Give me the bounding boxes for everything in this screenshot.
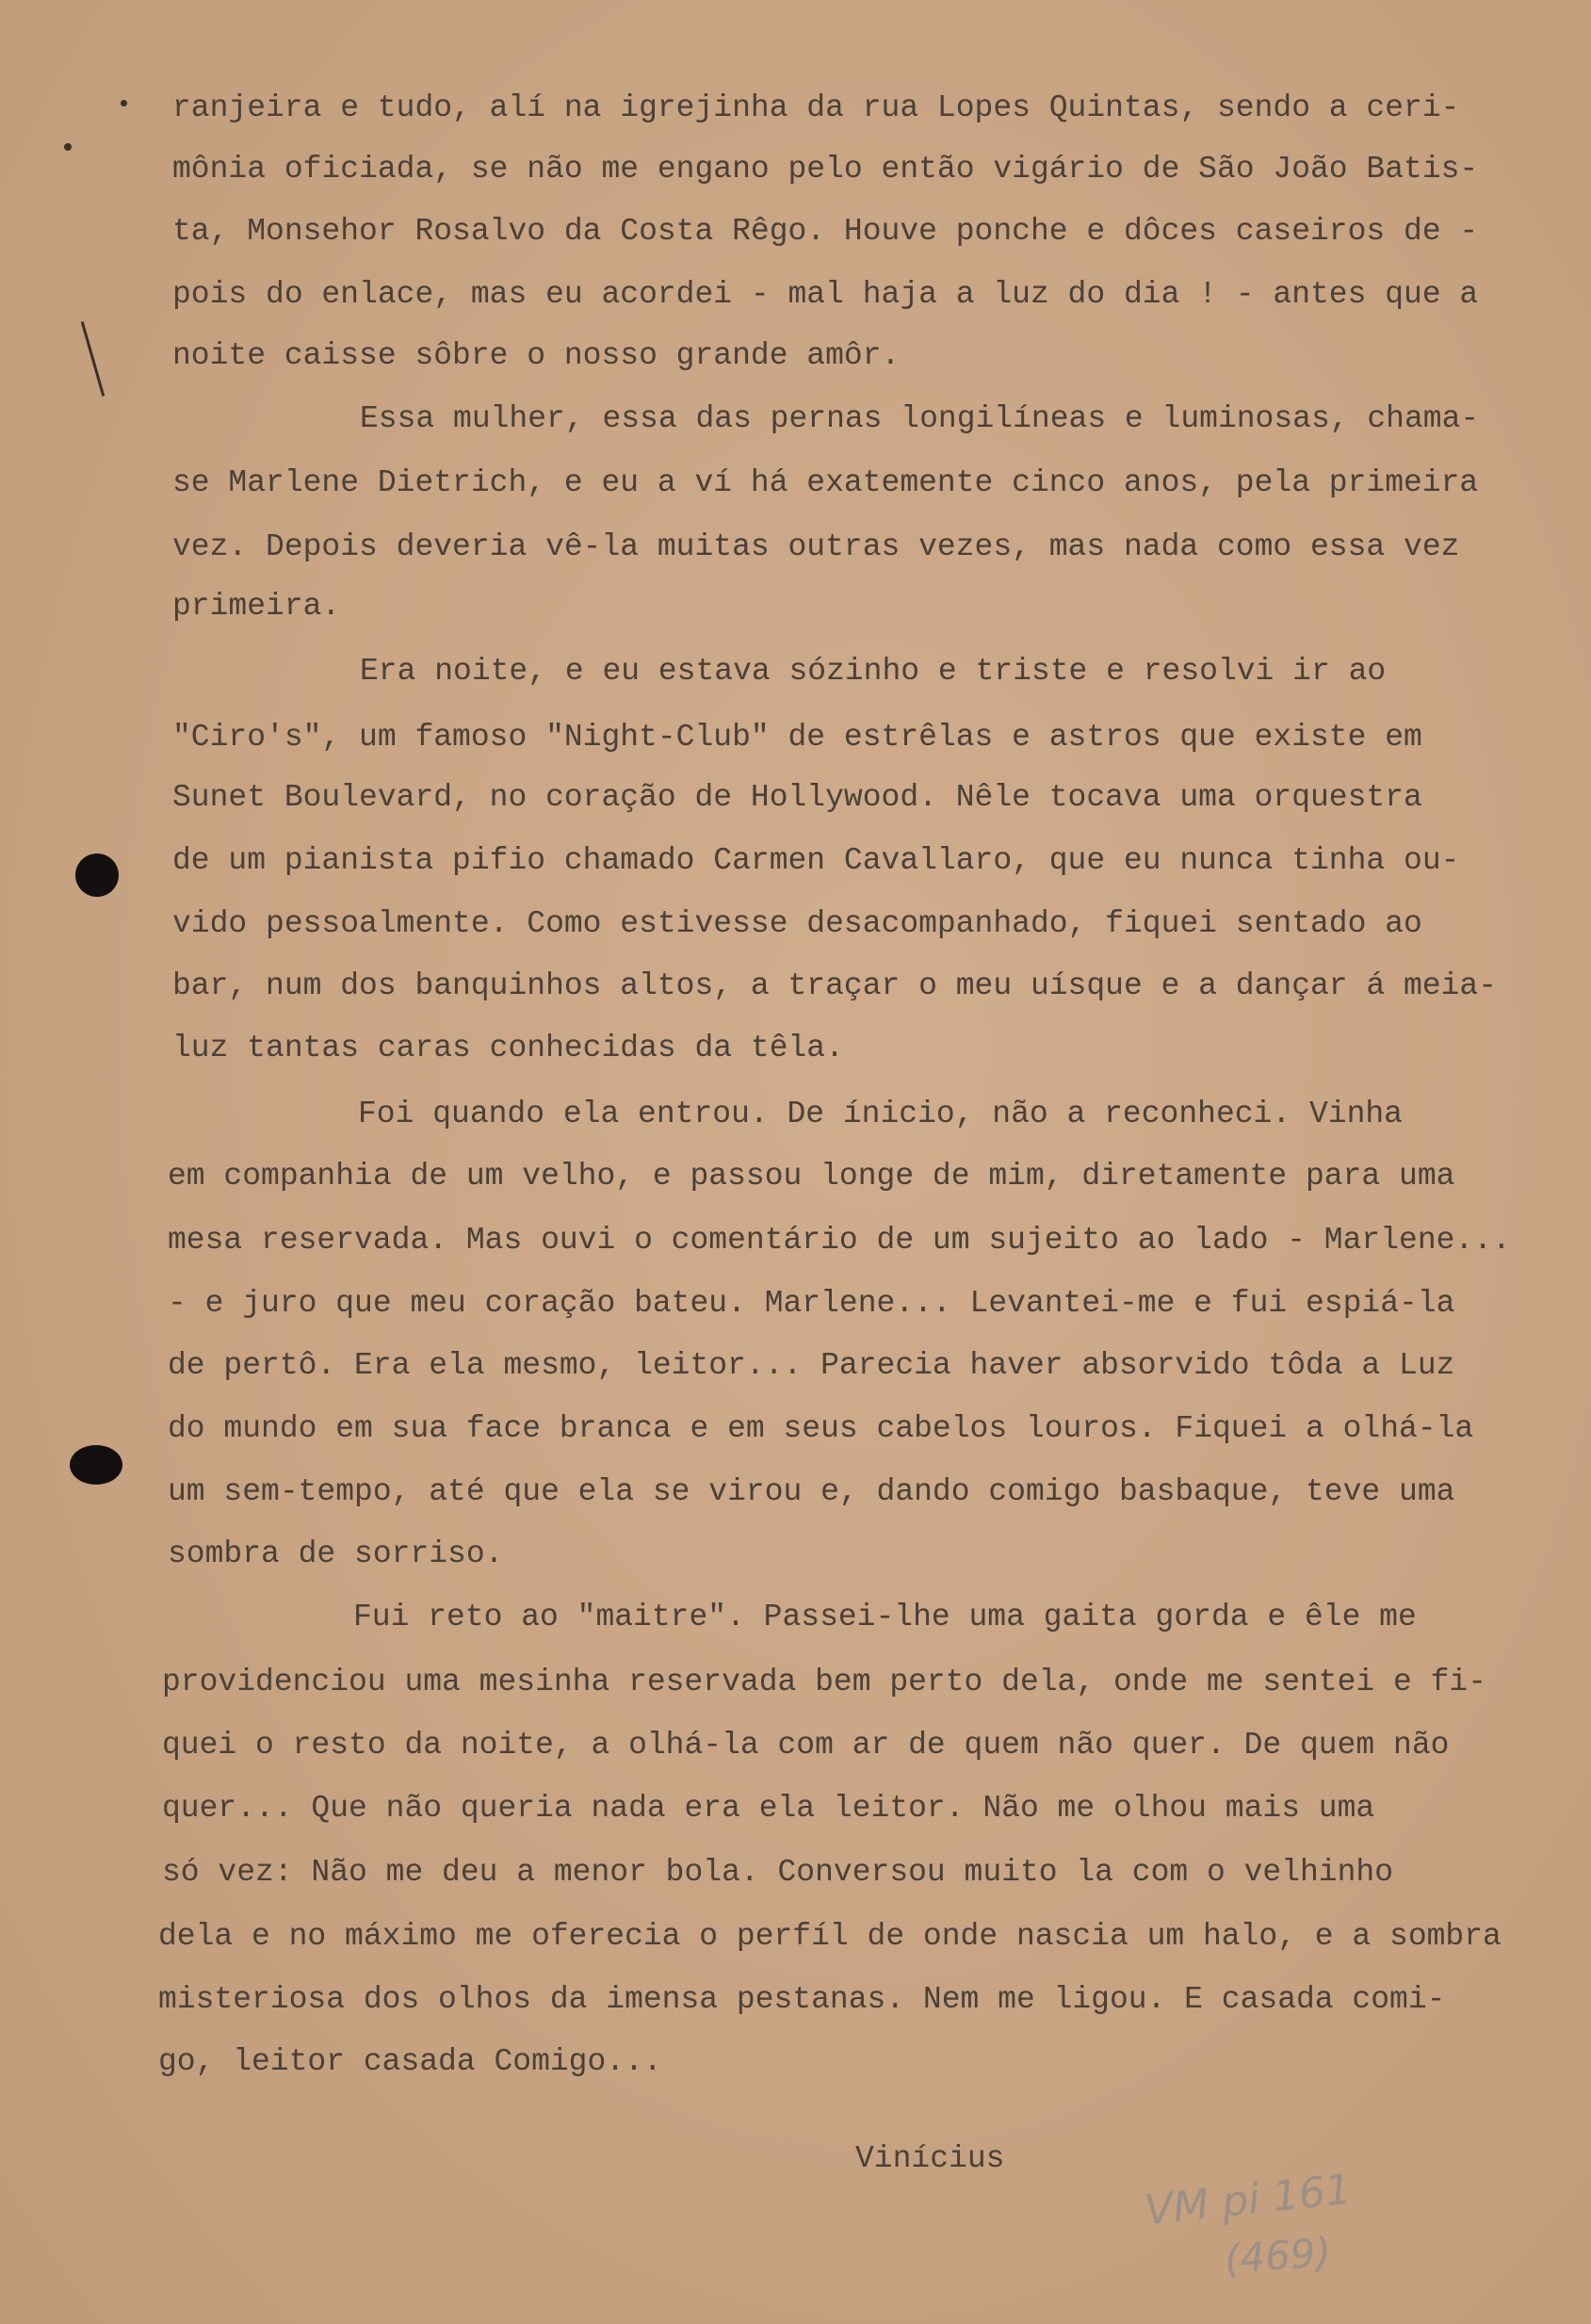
text-line: quei o resto da noite, a olhá-la com ar de quem não quer. De quem não xyxy=(162,1728,1450,1763)
text-line: Era noite, e eu estava sózinho e triste e resolvi ir ao xyxy=(360,654,1387,689)
text-line: providenciou uma mesinha reservada bem perto dela, onde me sentei e fi- xyxy=(162,1665,1487,1699)
text-line: do mundo em sua face branca e em seus cabelos louros. Fiquei a olhá-la xyxy=(168,1411,1474,1446)
text-line: luz tantas caras conhecidas da têla. xyxy=(172,1031,844,1065)
text-line: Sunet Boulevard, no coração de Hollywood. Nêle tocava uma orquestra xyxy=(172,780,1422,815)
text-line: misteriosa dos olhos da imensa pestanas. Nem me ligou. E casada comi- xyxy=(158,1982,1446,2017)
text-line: de pertô. Era ela mesmo, leitor... Parecia haver absorvido tôda a Luz xyxy=(168,1348,1455,1383)
margin-dot-mark xyxy=(64,143,72,151)
text-line: ta, Monsehor Rosalvo da Costa Rêgo. Houve ponche e dôces caseiros de - xyxy=(172,214,1479,249)
text-line: mônia oficiada, se não me engano pelo então vigário de São João Batis- xyxy=(172,152,1479,187)
text-line: noite caisse sôbre o nosso grande amôr. xyxy=(172,338,901,373)
text-line: ranjeira e tudo, alí na igrejinha da rua Lopes Quintas, sendo a ceri- xyxy=(172,90,1460,125)
text-line: sombra de sorriso. xyxy=(168,1536,504,1571)
text-line: se Marlene Dietrich, e eu a ví há exatemente cinco anos, pela primeira xyxy=(172,465,1479,500)
text-line: Fui reto ao "maitre". Passei-lhe uma gaita gorda e êle me xyxy=(353,1600,1417,1634)
text-line: bar, num dos banquinhos altos, a traçar o meu uísque e a dançar á meia- xyxy=(172,968,1498,1003)
text-line: Essa mulher, essa das pernas longilíneas e luminosas, chama- xyxy=(360,401,1480,436)
text-line: mesa reservada. Mas ouvi o comentário de um sujeito ao lado - Marlene... xyxy=(168,1223,1511,1258)
text-line: de um pianista pifio chamado Carmen Cavallaro, que eu nunca tinha ou- xyxy=(172,843,1460,878)
text-line: pois do enlace, mas eu acordei - mal haja a luz do dia ! - antes que a xyxy=(172,277,1479,312)
text-line: um sem-tempo, até que ela se virou e, dando comigo basbaque, teve uma xyxy=(168,1474,1455,1509)
text-line: quer... Que não queria nada era ela leitor. Não me olhou mais uma xyxy=(162,1791,1375,1826)
text-line: dela e no máximo me oferecia o perfíl de onde nascia um halo, e a sombra xyxy=(158,1919,1502,1954)
text-line: "Ciro's", um famoso "Night-Club" de estrêlas e astros que existe em xyxy=(172,720,1422,755)
text-line: em companhia de um velho, e passou longe de mim, diretamente para uma xyxy=(168,1159,1455,1194)
text-line: vez. Depois deveria vê-la muitas outras vezes, mas nada como essa vez xyxy=(172,529,1460,564)
text-line: vido pessoalmente. Como estivesse desacompanhado, fiquei sentado ao xyxy=(172,906,1422,941)
text-line: só vez: Não me deu a menor bola. Conversou muito la com o velhinho xyxy=(162,1855,1394,1890)
text-line: primeira. xyxy=(172,589,341,624)
handwritten-archive-note: VM pi 161 xyxy=(1142,2165,1355,2235)
text-line: Foi quando ela entrou. De ínicio, não a reconheci. Vinha xyxy=(358,1097,1403,1131)
text-line: - e juro que meu coração bateu. Marlene... Levantei-me e fui espiá-la xyxy=(168,1286,1455,1321)
signature: Vinícius xyxy=(855,2141,1005,2176)
handwritten-archive-number: (469) xyxy=(1223,2229,1333,2283)
text-line: go, leitor casada Comigo... xyxy=(158,2044,662,2079)
